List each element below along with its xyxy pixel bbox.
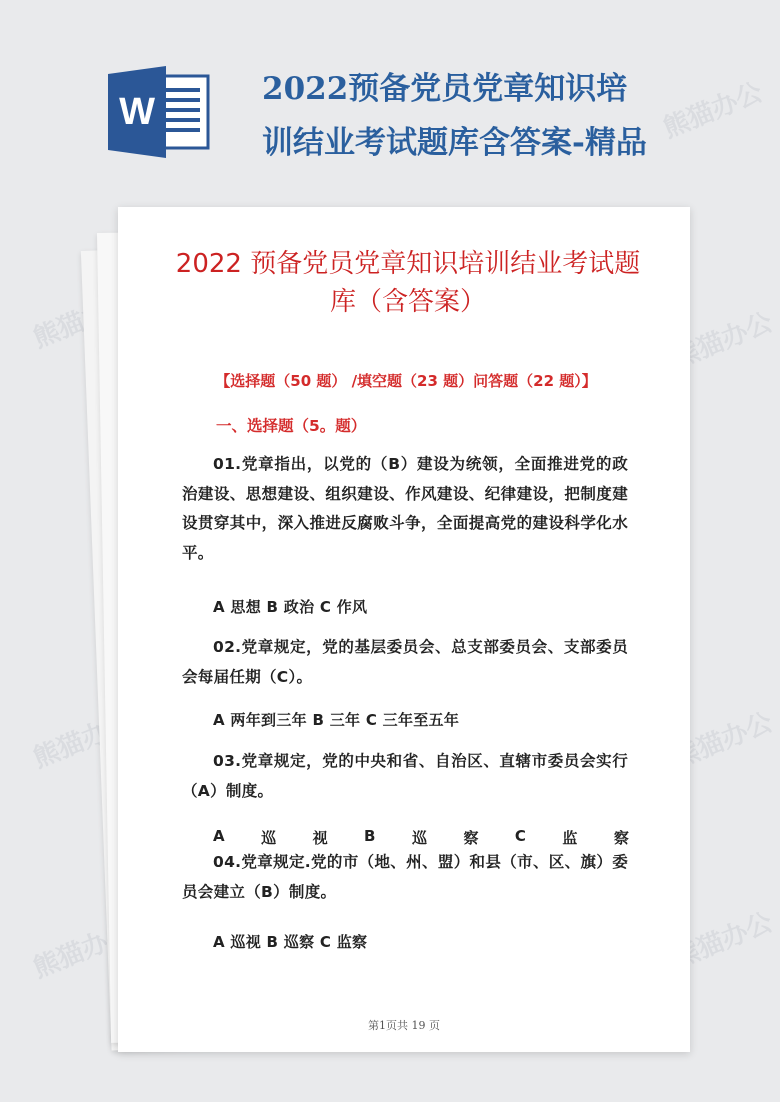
watermark: 熊猫办公: [669, 307, 777, 375]
watermark: 熊猫办公: [659, 77, 767, 145]
page-title: [168, 245, 648, 321]
watermark: 熊猫办公: [29, 707, 137, 775]
question-4: 04.党章规定.党的市（地、州、盟）和县（市、区、旗）委员会建立（B）制度。: [182, 853, 628, 901]
word-icon: [108, 66, 210, 158]
question-3: 03.党章规定，党的中央和省、自治区、直辖市委员会实行（A）制度。: [182, 752, 628, 800]
question-2: 02.党章规定，党的基层委员会、总支部委员会、支部委员会每届任期（C）。: [182, 638, 628, 686]
option-token: 察: [613, 829, 629, 847]
question-1-options: A 思想 B 政治 C 作风: [213, 598, 368, 616]
watermark: 熊猫办公: [669, 907, 777, 975]
option-token: 巡: [261, 829, 277, 847]
option-token: C: [514, 827, 526, 845]
option-token: 监: [562, 829, 578, 847]
question-4-options: A 巡视 B 巡察 C 监察: [213, 933, 368, 951]
page-title-line2: 库（含答案）: [329, 287, 486, 317]
question-3-options: [213, 827, 629, 848]
option-token: 察: [463, 829, 479, 847]
document-title-line1: 2022预备党员党章知识培: [262, 71, 628, 107]
question-1: 01.党章指出，以党的（B）建设为统领，全面推进党的政治建设、思想建设、组织建设、作风建设、纪律建设，把制度建设贯穿其中，深入推进反腐败斗争，全面提高党的建设科学化水平。: [182, 455, 628, 562]
question-2-options: A 两年到三年 B 三年 C 三年至五年: [213, 711, 460, 729]
watermark: 熊猫办公: [29, 917, 137, 985]
option-token: 巡: [411, 829, 427, 847]
document-page: [118, 207, 690, 1052]
svg-text:W: W: [119, 91, 155, 133]
page-footer: 第1页共 19 页: [368, 1019, 440, 1032]
watermark: 熊猫办公: [669, 707, 777, 775]
document-title-line2: 训结业考试题库含答案-精品: [262, 125, 647, 161]
option-token: A: [213, 827, 225, 845]
document-title: [262, 62, 682, 170]
option-token: B: [364, 827, 376, 845]
page-title-line1: 2022 预备党员党章知识培训结业考试题: [175, 249, 641, 279]
option-token: 视: [312, 829, 328, 847]
subsection-heading: 一、选择题（5。题）: [216, 417, 367, 435]
section-header: 【选择题（50 题） /填空题（23 题）问答题（22 题）】: [215, 372, 597, 390]
